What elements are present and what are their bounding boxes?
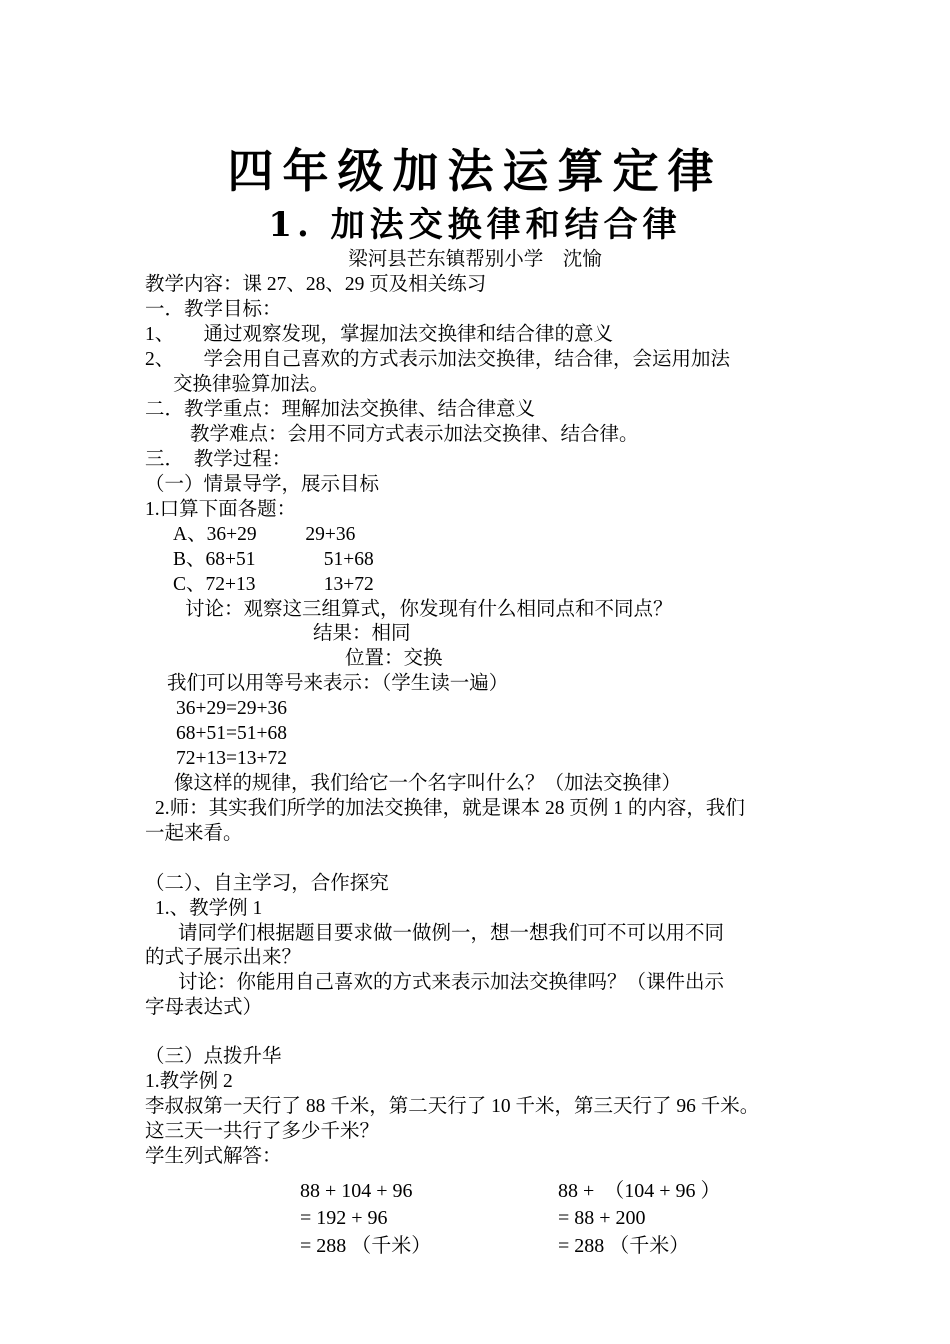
text-line: （一）情景导学，展示目标 [145, 474, 380, 495]
text-line: 学生列式解答： [145, 1146, 282, 1167]
text-line: 一起来看。 [145, 823, 243, 844]
text-line: 讨论：观察这三组算式，你发现有什么相同点和不同点？ [185, 599, 673, 620]
text-line: 这三天一共行了多少千米？ [145, 1121, 380, 1142]
text-line: 三． 教学过程： [145, 449, 292, 470]
text-line: 二．教学重点：理解加法交换律、结合律意义 [145, 399, 536, 420]
author-line: 梁河县芒东镇帮别小学 沈愉 [348, 249, 602, 270]
text-line: 像这样的规律，我们给它一个名字叫什么？（加法交换律） [174, 773, 682, 794]
text-line: 一．教学目标： [145, 299, 282, 320]
text-line: 68+51=51+68 [176, 723, 287, 744]
calc-right-line: 88 + （104 + 96 ） [558, 1180, 721, 1202]
text-line: 字母表达式） [145, 997, 263, 1018]
text-line: 请同学们根据题目要求做一做例一，想一想我们可不可以用不同 [178, 923, 725, 944]
text-line: 的式子展示出来？ [145, 947, 302, 968]
text-line: （三）点拨升华 [145, 1046, 282, 1067]
text-line: B、68+51 51+68 [173, 549, 374, 570]
text-line: 位置：交换 [345, 648, 443, 669]
text-line: 1.教学例 2 [145, 1071, 233, 1092]
calc-left-line: = 288 （千米） [300, 1235, 432, 1257]
calc-right-line: = 88 + 200 [558, 1207, 646, 1229]
text-line: A、36+29 29+36 [173, 524, 356, 545]
text-line: 1.口算下面各题： [145, 499, 297, 520]
text-line: 36+29=29+36 [176, 698, 287, 719]
text-line: 1.、教学例 1 [155, 898, 263, 919]
text-line: 李叔叔第一天行了 88 千米，第二天行了 10 千米，第三天行了 96 千米。 [145, 1096, 760, 1117]
text-line: 教学难点：会用不同方式表示加法交换律、结合律。 [190, 424, 639, 445]
text-line: 讨论：你能用自己喜欢的方式来表示加法交换律吗？（课件出示 [178, 972, 725, 993]
text-line: 72+13=13+72 [176, 748, 287, 769]
text-line: 1、 通过观察发现，掌握加法交换律和结合律的意义 [145, 324, 614, 345]
calc-left-line: = 192 + 96 [300, 1207, 388, 1229]
text-line: （二）、自主学习，合作探究 [145, 873, 389, 894]
text-line: 结果：相同 [313, 623, 411, 644]
document-title: 四年级加法运算定律 [227, 144, 723, 198]
document-subtitle: 1. 加法交换律和结合律 [268, 205, 682, 245]
text-line: 我们可以用等号来表示：（学生读一遍） [167, 673, 509, 694]
text-line: 2.师：其实我们所学的加法交换律，就是课本 28 页例 1 的内容，我们 [155, 798, 745, 819]
text-line: 交换律验算加法。 [173, 374, 330, 395]
calc-left-line: 88 + 104 + 96 [300, 1180, 413, 1202]
text-line: C、72+13 13+72 [173, 574, 374, 595]
text-line: 教学内容：课 27、28、29 页及相关练习 [145, 274, 487, 295]
text-line: 2、 学会用自己喜欢的方式表示加法交换律，结合律，会运用加法 [145, 349, 731, 370]
calc-right-line: = 288 （千米） [558, 1235, 690, 1257]
